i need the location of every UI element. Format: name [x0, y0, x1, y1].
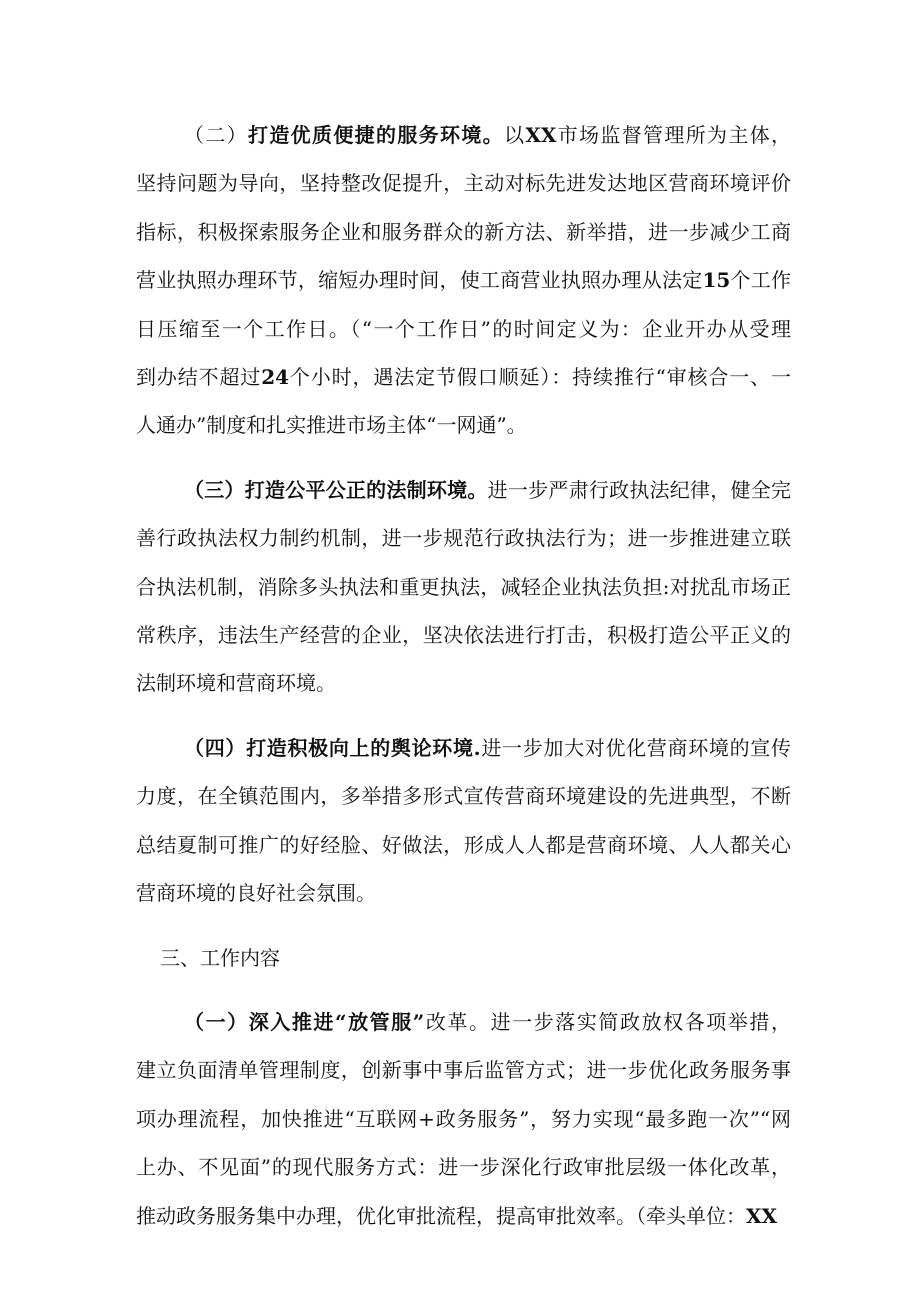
text-segment: 改革。进一步落实简政放权各项举措，: [424, 1009, 792, 1034]
text-segment: 推动政务服务集中办理，优化审批流程，提高审批效率。（牵头单位：: [136, 1203, 746, 1228]
text-line: [136, 159, 791, 207]
text-line: [136, 305, 791, 353]
text-segment: 营业执照办理环节，缩短办理时间，使工商营业执照办理从法定: [136, 268, 703, 293]
text-segment: 三、工作内容: [160, 945, 280, 970]
text-line: [136, 1046, 791, 1094]
document-body: [136, 111, 791, 1256]
text-line: [136, 934, 791, 982]
text-segment: 法制环境和营商环境。: [136, 671, 336, 696]
text-line: [136, 1095, 791, 1143]
text-line: [136, 1143, 791, 1191]
bold-text: （四）打造积极向上的舆论环境.: [184, 735, 481, 760]
paragraph-p4: [136, 998, 791, 1240]
text-line: [136, 563, 791, 611]
text-segment: 常秩序，违法生产经营的企业，坚决依法进行打击，积极打造公平正义的: [136, 623, 791, 648]
text-segment: 善行政执法权力制约机制，进一步规范行政执法行为；进一步推进建立联: [136, 526, 791, 551]
text-line: [136, 869, 791, 917]
text-line: [136, 401, 791, 449]
text-line: [136, 724, 791, 772]
text-segment: （二）: [184, 123, 248, 147]
text-line: [136, 821, 791, 869]
bold-text: （三）打造公平公正的法制环境。: [184, 477, 488, 502]
bold-text: 24: [261, 365, 290, 390]
text-segment: 项办理流程，加快推进“互联网+政务服务”，努力实现“最多跑一次”“网: [136, 1106, 791, 1131]
section-heading: [136, 934, 791, 982]
text-line: [136, 611, 791, 659]
text-segment: 营商环境的良好社会氛围。: [136, 881, 376, 906]
paragraph-p2: [136, 466, 791, 708]
text-segment: 个小时，遇法定节假口顺延）：持续推行“审核合一、一: [289, 365, 791, 390]
text-segment: 进一步加大对优化营商环境的宣传: [480, 735, 792, 760]
text-line: [136, 111, 791, 159]
text-segment: 人通办”制度和扎实推进市场主体“一网通”。: [136, 413, 527, 438]
text-line: [136, 514, 791, 562]
text-line: [136, 353, 791, 401]
text-line: [136, 659, 791, 707]
text-segment: 日压缩至一个工作日。（“一个工作日”的时间定义为：企业开办从受理: [136, 316, 791, 341]
text-line: [136, 772, 791, 820]
text-line: [136, 998, 791, 1046]
text-segment: 个工作: [730, 268, 792, 293]
text-segment: 坚持问题为导向，坚持整改促提升，主动对标先进发达地区营商环境评价: [136, 171, 791, 196]
text-segment: 指标，积极探索服务企业和服务群众的新方法、新举措，进一步减少工商: [136, 219, 791, 244]
text-line: [136, 466, 791, 514]
text-segment: 建立负面清单管理制度，创新事中事后监管方式；进一步优化政务服务事: [136, 1058, 791, 1083]
bold-text: （一）深入推进“放管服”: [184, 1009, 425, 1034]
text-segment: 到办结不超过: [136, 365, 262, 390]
text-segment: 合执法机制，消除多头执法和重更执法，减轻企业执法负担:对扰乱市场正: [136, 574, 791, 599]
text-segment: 上办、不见面”的现代服务方式：进一步深化行政审批层级一体化改革，: [136, 1155, 791, 1180]
text-line: [136, 208, 791, 256]
text-line: [136, 256, 791, 304]
text-segment: 总结夏制可推广的好经脸、好做法，形成人人都是营商环境、人人都关心: [136, 832, 791, 857]
text-segment: 进一步严肃行政执法纪律，健全完: [487, 477, 792, 502]
bold-text: 打造优质便捷的服务环境。: [248, 123, 504, 147]
bold-text: 15: [702, 268, 731, 293]
paragraph-p3: [136, 724, 791, 918]
text-segment: 力度，在全镇范围内，多举措多形式宣传营商环境建设的先进典型，不断: [136, 784, 791, 809]
text-line: [136, 1192, 791, 1240]
bold-text: XX: [746, 1203, 778, 1228]
paragraph-p1: [136, 111, 791, 450]
bold-text: XX: [525, 123, 557, 147]
text-segment: 以: [503, 123, 526, 147]
text-segment: 市场监督管理所为主体，: [556, 123, 792, 147]
